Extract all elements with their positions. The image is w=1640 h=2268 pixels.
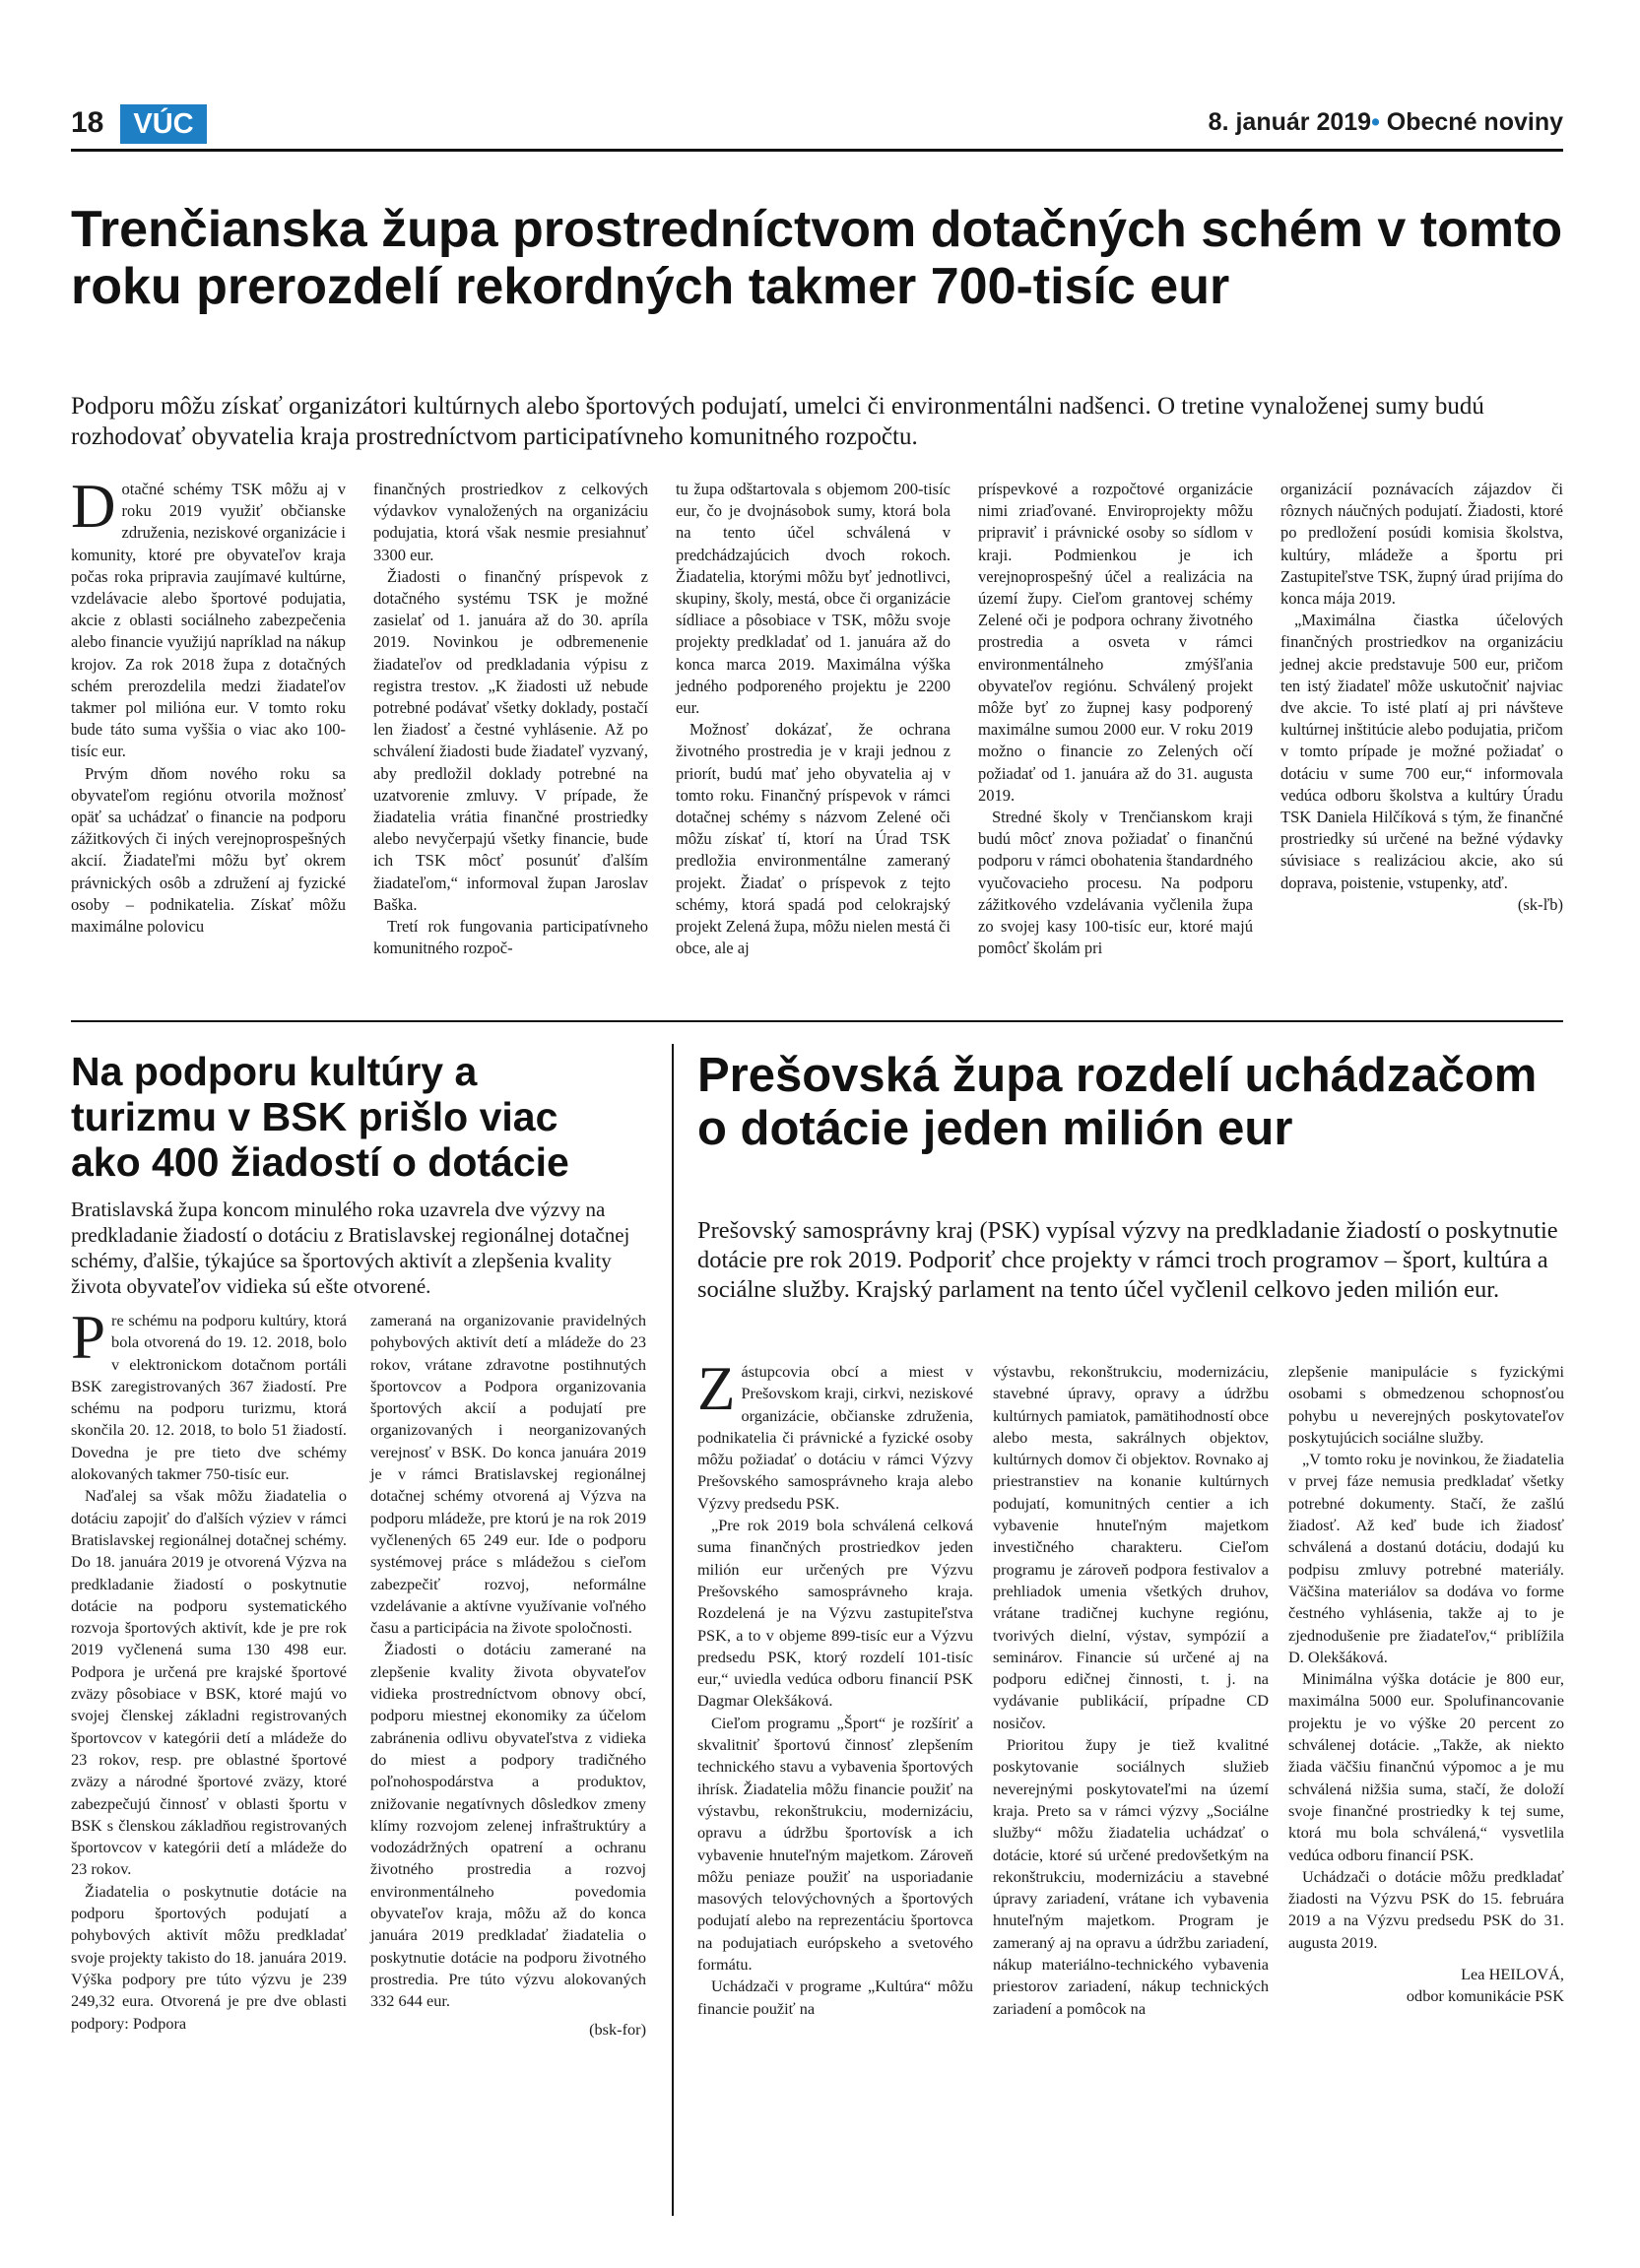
section-divider <box>71 1020 1563 1022</box>
article1-column-2 <box>373 479 648 959</box>
article1-lead: Podporu môžu získať organizátori kultúrnych alebo športových podujatí, umelci či environmentálni nadšenci. O tretine vynaloženej sumy budú rozhodovať obyvatelia kraja prostredníctvom participatívneho komunitného rozpočtu. <box>71 393 1484 450</box>
dropcap: Z <box>697 1354 736 1423</box>
paragraph: Uchádzači o dotácie môžu predkladať žiadosti na Výzvu PSK do 15. februára 2019 a na Výzvu predsedu PSK do 31. augusta 2019. <box>1288 1866 1564 1952</box>
paragraph: Cieľom programu „Šport“ je rozšíriť a skvalitniť športovú činnosť zlepšením technického stavu a vybavenia športových ihrísk. Žiadatelia môžu financie použiť na výstavbu, rekonštrukciu, modernizáciu, opravu a údržbu športovísk a ich vybavenie hnuteľným majetkom. Zároveň môžu peniaze použiť na usporiadanie masových telovýchovných a športových podujatí alebo na reprezentáciu športovca na podujatiach európskeho a svetového formátu. <box>697 1713 973 1975</box>
article2-signature: (bsk-for) <box>589 2019 646 2039</box>
publication-name: Obecné noviny <box>1386 108 1563 136</box>
separator-dot: • <box>1371 108 1380 136</box>
paragraph: organizácií poznávacích zájazdov či rôznych náučných podujatí. Žiadosti, ktoré po predložení posúdi komisia školstva, kultúry, mládeže a športu pri Zastupiteľstve TSK, župný úrad prijíma do konca mája 2019. <box>1280 480 1563 609</box>
paragraph: zlepšenie manipulácie s fyzickými osobami s obmedzenou schopnosťou pohybu u neverejných poskytovateľov poskytujúcich sociálne služby. <box>1288 1362 1564 1447</box>
paragraph: „Pre rok 2019 bola schválená celková suma finančných prostriedkov jeden milión eur určených pre Výzvu Prešovského samosprávneho kraja. Rozdelená je na Výzvu zastupiteľstva PSK, a to v objeme 899-tisíc eur a Výzvu predsedu PSK, ktorý rozdelí 101-tisíc eur,“ uviedla vedúca odboru financií PSK Dagmar Olekšáková. <box>697 1516 973 1711</box>
paragraph: „V tomto roku je novinkou, že žiadatelia v prvej fáze nemusia predkladať všetky potrebné dokumenty. Stačí, že zašlú žiadosť. Až keď bude ich žiadosť schválená a dostanú dotáciu, dodajú ku podpisu zmluvy potrebné materiály. Väčšina materiálov sa dodáva vo forme čestného vyhlásenia, takže aj to je zjednodušenie pre žiadateľov,“ priblížila D. Olekšáková. <box>1288 1450 1564 1666</box>
article2-title: Na podporu kultúry a turizmu v BSK prišlo viac ako 400 žiadostí o dotácie <box>71 1049 569 1185</box>
paragraph: Tretí rok fungovania participatívneho komunitného rozpoč- <box>373 917 648 958</box>
issue-date: 8. január 2019 <box>1208 108 1372 136</box>
paragraph: príspevkové a rozpočtové organizácie nimi zriaďované. Enviroprojekty môžu pripraviť i právnické osoby so sídlom v kraji. Podmienkou je ich verejnoprospešný účel a realizácia na území župy. Cieľom grantovej schémy Zelené oči je podpora ochrany životného prostredia a osveta v rámci environmentálneho zmýšľania obyvateľov regiónu. Schválený projekt môže byť zo župnej kasy podporený maximálne sumou 2000 eur. V roku 2019 možno o financie zo Zelených očí požiadať od 1. januára až do 31. augusta 2019. <box>978 480 1253 805</box>
article1-column-1 <box>71 472 346 938</box>
paragraph: Naďalej sa však môžu žiadatelia o dotáciu zapojiť do ďalších výziev v rámci Bratislavskej regionálnej dotačnej schémy. Do 18. januára 2019 je otvorená Výzva na predkladanie žiadostí o poskytnutie dotácie na podporu systematického rozvoja športových aktivít, kde je pre rok 2019 vyčlenená suma 130 498 eur. Podpora je určená pre krajské športové zväzy pôsobiace v BSK, ktoré majú vo svojej členskej základni registrovaných športovcov v kategórii detí a mládeže do 23 rokov, resp. pre oblastné športové zväzy a národné športové zväzy, ktoré zabezpečujú činnosť v oblasti športu v BSK s členskou základňou registrovaných športovcov v kategórii detí a mládeže do 23 rokov. <box>71 1486 347 1879</box>
article3-author: Lea HEILOVÁ, <box>1461 1965 1564 1984</box>
article3-column-2 <box>993 1361 1269 2020</box>
paragraph: Stredné školy v Trenčianskom kraji budú môcť znova požiadať o finančnú podporu v rámci obohatenia štandardného vyučovacieho procesu. Na podporu zážitkového vzdelávania vyčlenila župa zo svojej kasy 100-tisíc eur, ktoré majú pomôcť školám pri <box>978 808 1253 958</box>
article1-column-3 <box>676 479 951 959</box>
paragraph: re schému na podporu kultúry, ktorá bola otvorená do 19. 12. 2018, bolo v elektronickom dotačnom portáli BSK zaregistrovaných 367 žiadostí. Pre schému na podporu turizmu, ktorá skončila 20. 12. 2018, to bolo 51 žiadostí. Dovedna je pre tieto dve schémy alokovaných takmer 750-tisíc eur. <box>71 1311 347 1484</box>
article3-title: Prešovská župa rozdelí uchádzačom o dotácie jeden milión eur <box>697 1049 1538 1155</box>
article2-column-1 <box>71 1303 347 2035</box>
paragraph: Žiadosti o finančný príspevok z dotačného systému TSK je možné zasielať od 1. januára až do 30. apríla 2019. Novinkou je odbremenenie žiadateľov od predkladania výpisu z registra trestov. „K žiadosti už nebude potrebné podávať všetky doklady, postačí len žiadosť a čestné vyhlásenie. Až po schválení žiadosti bude žiadateľ vyzvaný, aby predložil doklady potrebné na uzatvorenie zmluvy. V prípade, že žiadatelia vrátia finančné prostriedky alebo nevyčerpajú všetky financie, bude ich TSK môcť posunúť ďalším žiadateľom,“ informoval župan Jaroslav Baška. <box>373 566 648 914</box>
article3-author-role: odbor komunikácie PSK <box>1406 1986 1564 2006</box>
paragraph: zameraná na organizovanie pravidelných pohybových aktivít detí a mládeže do 23 rokov, vrátane zdravotne postihnutých športovcov a Podpora organizovania športových akcií a podujatí pre organizovaných i neorganizovaných verejnosť v BSK. Do konca januára 2019 je v rámci Bratislavskej regionálnej dotačnej schémy otvorená aj Výzva na podporu mládeže, pre ktorú je na rok 2019 vyčlenených 65 249 eur. Ide o podporu systémovej práce s mládežou s cieľom zabezpečiť rozvoj, neformálne vzdelávanie a aktívne využívanie voľného času a participácia na živote spoločnosti. <box>370 1311 646 1638</box>
paragraph: Prvým dňom nového roku sa obyvateľom regiónu otvorila možnosť opäť sa uchádzať o financie na podporu zážitkových či iných verejnoprospešných akcií. Žiadateľmi môžu byť okrem právnických osôb a združení aj fyzické osoby – podnikatelia. Získať môžu maximálne polovicu <box>71 763 346 937</box>
article2-lead: Bratislavská župa koncom minulého roka uzavrela dve výzvy na predkladanie žiadostí o dotáciu z Bratislavskej regionálnej dotačnej schémy, ďalšie, týkajúce sa športových aktivít a zlepšenia kvality života obyvateľov vidieka sú ešte otvorené. <box>71 1198 630 1298</box>
paragraph: Žiadatelia o poskytnutie dotácie na podporu športových podujatí a pohybových aktivít môžu predkladať svoje projekty takisto do 18. januára 2019. Výška podpory pre túto výzvu je 239 249,32 eura. Otvorená je pre dve oblasti podpory: Podpora <box>71 1881 347 2033</box>
article3-column-3 <box>1288 1361 1564 2008</box>
article2-column-2 <box>370 1310 646 2041</box>
paragraph: Uchádzači v programe „Kultúra“ môžu financie použiť na <box>697 1976 973 2018</box>
header-rule <box>71 149 1563 152</box>
dropcap: P <box>71 1303 106 1372</box>
article1-title: Trenčianska župa prostredníctvom dotačných schém v tomto roku prerozdelí rekordných takmer 700-tisíc eur <box>71 201 1563 315</box>
paragraph: Prioritou župy je tiež kvalitné poskytovanie sociálnych služieb neverejnými poskytovateľmi na území kraja. Preto sa v rámci výzvy „Sociálne služby“ môžu žiadatelia uchádzať o dotácie, ktoré sú určené predovšetkým na rekonštrukciu, modernizáciu a stavebné úpravy zariadení, vrátane ich vybavenia hnuteľným majetkom. Program je zameraný aj na opravu a údržbu zariadení, nákup materiálno-technického vybavenia priestorov zariadení, nákup technických zariadení a pomôcok na <box>993 1735 1269 2018</box>
article1-signature: (sk-ľb) <box>1517 894 1563 914</box>
article3-lead: Prešovský samosprávny kraj (PSK) vypísal výzvy na predkladanie žiadostí o poskytnutie dotácie pre rok 2019. Podporiť chce projekty v rámci troch programov – šport, kultúra a sociálne služby. Krajský parlament na tento účel vyčlenil celkovo jeden milión eur. <box>697 1217 1558 1303</box>
article1-column-4 <box>978 479 1253 959</box>
article1-column-5 <box>1280 479 1563 916</box>
paragraph: Možnosť dokázať, že ochrana životného prostredia je v kraji jednou z priorít, budú mať jeho obyvatelia aj v tomto roku. Finančný príspevok v rámci dotačnej schémy s názvom Zelené oči môžu získať tí, ktorí na Úrad TSK predložia environmentálne zameraný projekt. Žiadať o príspevok z tejto schémy, ktorá spadá pod celokrajský projekt Zelená župa, môžu nielen mestá či obce, ale aj <box>676 720 951 958</box>
page-number: 18 <box>71 106 104 139</box>
paragraph: Minimálna výška dotácie je 800 eur, maximálna 5000 eur. Spolufinancovanie projektu je vo výške 20 percent zo schválenej dotácie. „Takže, ak niekto žiada väčšiu finančnú výpomoc a je mu schválená nižšia suma, stačí, že doloží svoje finančné prostriedky k tej sume, ktorá mu bola schválená,“ vysvetlila vedúca odboru financií PSK. <box>1288 1669 1564 1864</box>
paragraph: otačné schémy TSK môžu aj v roku 2019 využiť občianske združenia, neziskové organizácie i komunity, ktoré pre obyvateľov kraja počas roka pripravia zaujímavé kultúrne, vzdelávacie alebo športové podujatia, akcie z oblasti sociálneho zabezpečenia alebo financie využijú napríklad na nákup krojov. Za rok 2018 župa z dotačných schém prerozdelila medzi žiadateľov takmer pol milióna eur. V tomto roku bude táto suma vyššia o viac ako 100-tisíc eur. <box>71 480 346 761</box>
paragraph: „Maximálna čiastka účelových finančných prostriedkov na organizáciu jednej akcie predstavuje 500 eur, pričom ten istý žiadateľ môže uskutočniť najviac dve akcie. To isté platí aj pri návšteve kultúrnej inštitúcie alebo podujatia, pričom v tomto prípade je možné požiadať o dotáciu v sume 700 eur,“ informovala vedúca odboru školstva a kultúry Úradu TSK Daniela Hilčíková s tým, že finančné prostriedky sú určené na bežné výdavky súvisiace s realizáciou akcie, ako sú doprava, poistenie, vstupenky, atď. <box>1280 611 1563 892</box>
paragraph: tu župa odštartovala s objemom 200-tisíc eur, čo je dvojnásobok sumy, ktorá bola na tento účel schválená v predchádzajúcich dvoch rokoch. Žiadatelia, ktorými môžu byť jednotlivci, skupiny, školy, mestá, obce či organizácie sídliace a pôsobiace v TSK, môžu svoje projekty predkladať od 1. januára až do konca marca 2019. Maximálna výška jedného podporeného projektu je 2200 eur. <box>676 480 951 718</box>
paragraph: finančných prostriedkov z celkových výdavkov vynaložených na organizáciu podujatia, ktorá však nesmie presiahnuť 3300 eur. <box>373 480 648 564</box>
issue-header <box>1209 108 1563 137</box>
dropcap: D <box>71 472 116 541</box>
article3-column-1 <box>697 1354 973 2020</box>
column-divider <box>672 1044 674 2216</box>
paragraph: Žiadosti o dotáciu zamerané na zlepšenie kvality života obyvateľov vidieka prostredníctvom obnovy obcí, podporu miestnej ekonomiky za účelom zabránenia odlivu obyvateľstva z vidieka do miest a podpory tradičného poľnohospodárstva a produktov, znižovanie negatívnych dôsledkov zmeny klímy rozvojom zelenej infraštruktúry a vodozádržných opatrení a ochranu životného prostredia a rozvoj environmentálneho povedomia obyvateľov kraja, môžu až do konca januára 2019 predkladať žiadatelia o poskytnutie dotácie na podporu životného prostredia. Pre túto výzvu alokovaných 332 644 eur. <box>370 1640 646 2011</box>
paragraph: ástupcovia obcí a miest v Prešovskom kraji, cirkvi, neziskové organizácie, občianske združenia, podnikatelia či právnické a fyzické osoby môžu požiadať o dotáciu v rámci Výzvy Prešovského samosprávneho kraja alebo Výzvy predsedu PSK. <box>697 1362 973 1513</box>
paragraph: výstavbu, rekonštrukciu, modernizáciu, stavebné úpravy, opravy a údržbu kultúrnych pamiatok, pamätihodností obce alebo mesta, sakrálnych objektov, kultúrnych domov či objektov. Rovnako aj priestranstiev na konanie kultúrnych podujatí, komunitných centier a ich vybavenie hnuteľným majetkom investičného charakteru. Cieľom programu je zároveň podpora festivalov a prehliadok umenia všetkých druhov, vrátane tradičnej kuchyne regiónu, tvorivých dielní, výstav, sympózií a seminárov. Financie sú určené aj na podporu edičnej činnosti, t. j. na vydávanie publikácií, prípadne CD nosičov. <box>993 1362 1269 1732</box>
section-tag: VÚC <box>120 104 207 144</box>
